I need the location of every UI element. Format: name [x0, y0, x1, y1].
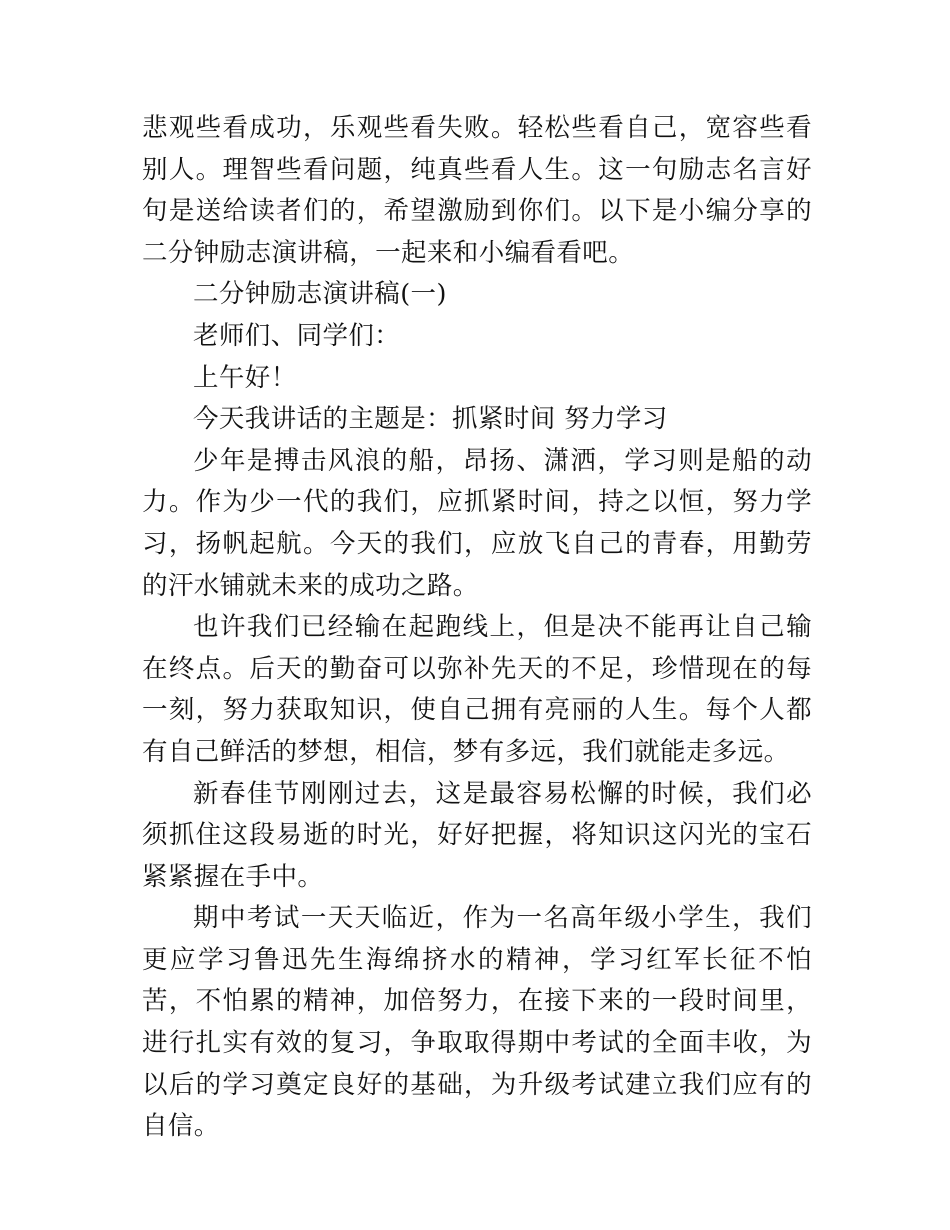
- body-paragraph: 期中考试一天天临近，作为一名高年级小学生，我们更应学习鲁迅先生海绵挤水的精神，学习红军长征不怕苦，不怕累的精神，加倍努力，在接下来的一段时间里，进行扎实有效的复习，争取取得期中考试的全面丰收，为以后的学习奠定良好的基础，为升级考试建立我们应有的自信。: [142, 903, 812, 1142]
- salutation: 老师们、同学们：: [193, 320, 401, 351]
- intro-paragraph: 悲观些看成功，乐观些看失败。轻松些看自己，宽容些看别人。理智些看问题，纯真些看人生。这一句励志名言好句是送给读者们的，希望激励到你们。以下是小编分享的二分钟励志演讲稿，一起来和小编看看吧。: [142, 113, 812, 268]
- section-heading: 二分钟励志演讲稿(一): [193, 279, 447, 310]
- greeting: 上午好！: [193, 362, 297, 393]
- body-paragraph: 也许我们已经输在起跑线上，但是决不能再让自己输在终点。后天的勤奋可以弥补先天的不足，珍惜现在的每一刻，努力获取知识，使自己拥有亮丽的人生。每个人都有自己鲜活的梦想，相信，梦有多远，我们就能走多远。: [142, 612, 812, 767]
- speech-topic: 今天我讲话的主题是：抓紧时间 努力学习: [193, 404, 668, 435]
- body-paragraph: 少年是搏击风浪的船，昂扬、潇洒，学习则是船的动力。作为少一代的我们，应抓紧时间，持之以恒，努力学习，扬帆起航。今天的我们，应放飞自己的青春，用勤劳的汗水铺就未来的成功之路。: [142, 445, 812, 601]
- body-paragraph: 新春佳节刚刚过去，这是最容易松懈的时候，我们必须抓住这段易逝的时光，好好把握，将知识这闪光的宝石紧紧握在手中。: [142, 778, 812, 892]
- document-body: [142, 108, 812, 1148]
